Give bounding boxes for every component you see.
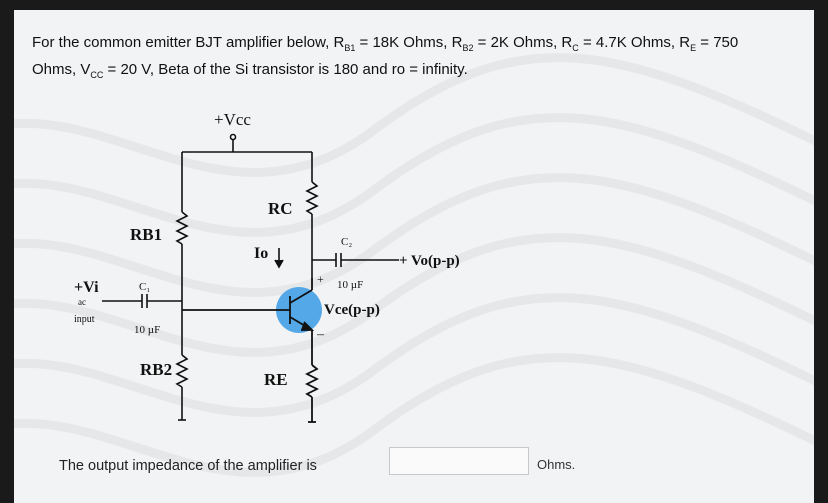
output-impedance-prompt: The output impedance of the amplifier is	[59, 458, 317, 474]
units-label: Ohms.	[537, 457, 576, 472]
amplifier-circuit-diagram	[54, 100, 534, 430]
vce-label: Vce(p-p)	[324, 302, 380, 318]
vi-label: +Vi	[74, 279, 99, 296]
input-label: input	[74, 314, 95, 325]
plus-sign: +	[317, 272, 324, 286]
vo-label: + Vo(p-p)	[399, 253, 460, 269]
minus-sign: –	[317, 327, 324, 342]
question-sheet	[14, 10, 814, 503]
rb2-label: RB2	[140, 360, 173, 379]
c2-label: C₂	[341, 236, 353, 248]
ac-label: ac	[78, 297, 86, 307]
c1-value-label: 10 µF	[134, 324, 161, 336]
rb1-label: RB1	[130, 225, 163, 244]
question-text: For the common emitter BJT amplifier below, $R_{B1} = 18K$ Ohms, $R_{B2} = 2K$ Ohms, $R_C = 4.7K$ Ohms, $R_E = 750$ Ohms, $V_{CC} = 20$ V, Beta of the Si transistor is 180 and ro = infinity.	[32, 34, 739, 80]
vcc-label: +Vcc	[214, 110, 251, 129]
c2-value-label: 10 µF	[337, 279, 364, 291]
output-impedance-input[interactable]	[389, 447, 529, 475]
io-label: Io	[254, 245, 269, 262]
c1-label: C₁	[139, 281, 151, 293]
re-label: RE	[264, 370, 288, 389]
rc-label: RC	[268, 199, 293, 218]
